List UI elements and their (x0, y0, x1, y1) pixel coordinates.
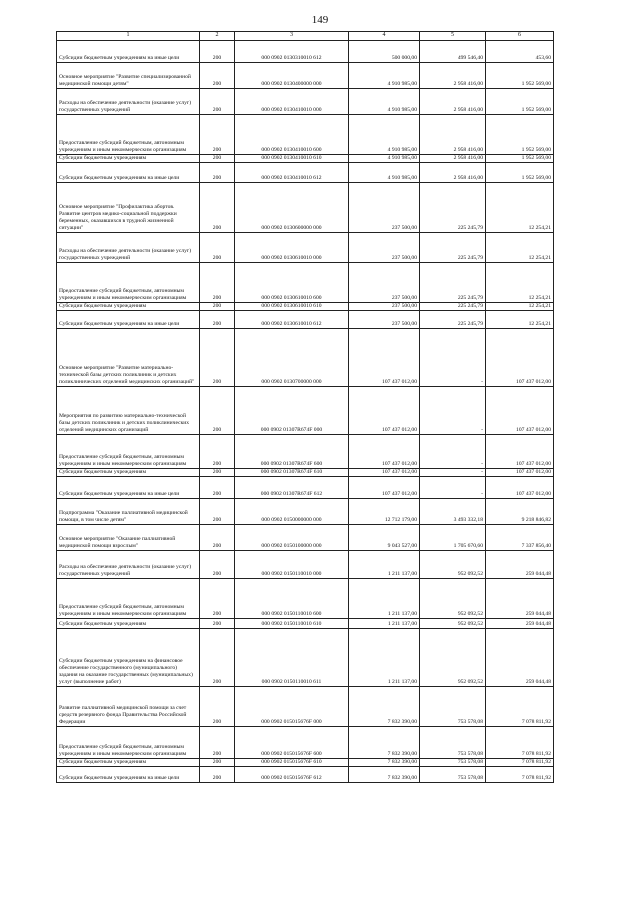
row-name-cell: Подпрограмма "Оказание паллиативной медицинской помощи, в том числе детям" (57, 499, 200, 525)
table-row (57, 263, 554, 303)
row-executed-cell: 2 958 416,00 (420, 63, 486, 89)
row-classification-cell: 000 0902 0130400000 000 (235, 63, 349, 89)
column-header: 1 (57, 32, 200, 41)
row-remainder-cell: 107 437 012,00 (486, 329, 554, 387)
page-number: 149 (311, 14, 329, 26)
row-classification-cell: 000 0902 015015676F 600 (235, 727, 349, 759)
row-approved-cell: 107 437 012,00 (349, 435, 420, 469)
row-approved-cell: 1 211 137,00 (349, 551, 420, 579)
table-row (57, 477, 554, 499)
row-approved-cell: 237 500,00 (349, 303, 420, 311)
row-name-cell: Субсидии бюджетным учреждениям на финансовое обеспечение государственного (муниципального) задания на оказание государственных (муниципальных) услуг (выполнение работ) (57, 629, 200, 687)
row-name-cell: Основное мероприятие "Развитие специализированной медицинской помощи детям" (57, 63, 200, 89)
row-remainder-cell: 107 437 012,00 (486, 435, 554, 469)
row-executed-cell: 753 578,08 (420, 687, 486, 727)
table-row (57, 183, 554, 233)
row-name-cell: Основное мероприятие "Оказание паллиативной медицинской помощи взрослым" (57, 525, 200, 551)
row-executed-cell: - (420, 435, 486, 469)
row-classification-cell: 000 0902 0130410010 612 (235, 163, 349, 183)
row-remainder-cell: 7 337 856,40 (486, 525, 554, 551)
row-remainder-cell: 12 254,21 (486, 183, 554, 233)
row-classification-cell: 000 0902 015015676F 000 (235, 687, 349, 727)
row-classification-cell: 000 0902 0150000000 000 (235, 499, 349, 525)
row-code-cell: 200 (200, 155, 235, 163)
row-executed-cell: - (420, 469, 486, 477)
column-header: 2 (200, 32, 235, 41)
row-remainder-cell: 12 254,21 (486, 303, 554, 311)
row-code-cell: 200 (200, 551, 235, 579)
row-executed-cell: 499 546,40 (420, 41, 486, 63)
row-code-cell: 200 (200, 233, 235, 263)
row-name-cell: Субсидии бюджетным учреждениям на иные цели (57, 41, 200, 63)
row-code-cell: 200 (200, 499, 235, 525)
row-classification-cell: 000 0902 01307R674F 612 (235, 477, 349, 499)
row-remainder-cell: 259 044,48 (486, 629, 554, 687)
row-name-cell: Субсидии бюджетным учреждениям на иные цели (57, 311, 200, 329)
row-approved-cell: 107 437 012,00 (349, 469, 420, 477)
row-classification-cell: 000 0902 0130410010 000 (235, 89, 349, 115)
row-name-cell: Субсидии бюджетным учреждениям (57, 303, 200, 311)
row-classification-cell: 000 0902 0150110010 600 (235, 579, 349, 619)
row-code-cell: 200 (200, 387, 235, 435)
row-executed-cell: 225 245,79 (420, 311, 486, 329)
row-classification-cell: 000 0902 0130310010 612 (235, 41, 349, 63)
row-approved-cell: 237 500,00 (349, 263, 420, 303)
row-approved-cell: 4 910 985,00 (349, 115, 420, 155)
row-executed-cell: 2 958 416,00 (420, 163, 486, 183)
row-classification-cell: 000 0902 0130610010 000 (235, 233, 349, 263)
row-code-cell: 200 (200, 477, 235, 499)
row-name-cell: Субсидии бюджетным учреждениям на иные цели (57, 477, 200, 499)
row-executed-cell: 225 245,79 (420, 233, 486, 263)
row-classification-cell: 000 0902 015015676F 612 (235, 767, 349, 783)
row-remainder-cell: 1 952 569,00 (486, 155, 554, 163)
row-classification-cell: 000 0902 0130610010 610 (235, 303, 349, 311)
row-executed-cell: 952 092,52 (420, 551, 486, 579)
row-approved-cell: 4 910 985,00 (349, 89, 420, 115)
row-name-cell: Основное мероприятие "Профилактика абортов. Развитие центров медико-социальной поддержки беременных, оказавшихся в трудной жизненной ситуации" (57, 183, 200, 233)
row-code-cell: 200 (200, 41, 235, 63)
row-classification-cell: 000 0902 0150110010 000 (235, 551, 349, 579)
table-row (57, 759, 554, 767)
row-approved-cell: 7 832 390,00 (349, 767, 420, 783)
table-row (57, 163, 554, 183)
row-approved-cell: 1 211 137,00 (349, 629, 420, 687)
row-remainder-cell: 259 044,48 (486, 579, 554, 619)
row-code-cell: 200 (200, 303, 235, 311)
header-row (57, 32, 554, 41)
row-name-cell: Субсидии бюджетным учреждениям (57, 469, 200, 477)
row-remainder-cell: 12 254,21 (486, 263, 554, 303)
row-code-cell: 200 (200, 629, 235, 687)
row-name-cell: Субсидии бюджетным учреждениям (57, 759, 200, 767)
row-approved-cell: 12 712 179,00 (349, 499, 420, 525)
table-row (57, 41, 554, 63)
table-row (57, 233, 554, 263)
row-approved-cell: 4 910 985,00 (349, 63, 420, 89)
row-classification-cell: 000 0902 0130610010 600 (235, 263, 349, 303)
table-row (57, 63, 554, 89)
row-remainder-cell: 9 218 846,82 (486, 499, 554, 525)
table-row (57, 579, 554, 619)
row-executed-cell: - (420, 477, 486, 499)
table-row (57, 303, 554, 311)
row-classification-cell: 000 0902 0130410010 600 (235, 115, 349, 155)
row-remainder-cell: 1 952 569,00 (486, 63, 554, 89)
table-row (57, 525, 554, 551)
row-classification-cell: 000 0902 0130700000 000 (235, 329, 349, 387)
row-classification-cell: 000 0902 01307R674F 610 (235, 469, 349, 477)
row-remainder-cell: 259 044,48 (486, 551, 554, 579)
row-executed-cell: 952 092,52 (420, 579, 486, 619)
row-executed-cell: - (420, 387, 486, 435)
column-header: 5 (420, 32, 486, 41)
row-classification-cell: 000 0902 01307R674F 000 (235, 387, 349, 435)
row-remainder-cell: 7 078 811,92 (486, 759, 554, 767)
row-code-cell: 200 (200, 727, 235, 759)
row-code-cell: 200 (200, 759, 235, 767)
row-name-cell: Субсидии бюджетным учреждениям (57, 155, 200, 163)
row-approved-cell: 237 500,00 (349, 311, 420, 329)
table-row (57, 687, 554, 727)
table-row (57, 329, 554, 387)
row-executed-cell: 753 578,08 (420, 727, 486, 759)
row-approved-cell: 107 437 012,00 (349, 329, 420, 387)
row-classification-cell: 000 0902 015015676F 610 (235, 759, 349, 767)
column-header: 3 (235, 32, 349, 41)
row-approved-cell: 4 910 985,00 (349, 163, 420, 183)
row-code-cell: 200 (200, 767, 235, 783)
row-code-cell: 200 (200, 687, 235, 727)
table-row (57, 499, 554, 525)
row-executed-cell: 225 245,79 (420, 303, 486, 311)
row-name-cell: Предоставление субсидий бюджетным, автономным учреждениям и иным некоммерческим организациям (57, 263, 200, 303)
row-name-cell: Предоставление субсидий бюджетным, автономным учреждениям и иным некоммерческим организациям (57, 435, 200, 469)
row-approved-cell: 107 437 012,00 (349, 477, 420, 499)
table-row (57, 767, 554, 783)
row-executed-cell: 952 092,52 (420, 619, 486, 629)
row-code-cell: 200 (200, 311, 235, 329)
row-approved-cell: 7 832 390,00 (349, 687, 420, 727)
row-name-cell: Предоставление субсидий бюджетным, автономным учреждениям и иным некоммерческим организациям (57, 727, 200, 759)
row-remainder-cell: 107 437 012,00 (486, 477, 554, 499)
row-code-cell: 200 (200, 525, 235, 551)
row-name-cell: Расходы на обеспечение деятельности (оказание услуг) государственных учреждений (57, 551, 200, 579)
column-header: 6 (486, 32, 554, 41)
row-executed-cell: - (420, 329, 486, 387)
row-approved-cell: 500 000,00 (349, 41, 420, 63)
row-classification-cell: 000 0902 01307R674F 600 (235, 435, 349, 469)
row-executed-cell: 1 705 670,60 (420, 525, 486, 551)
table-row (57, 551, 554, 579)
table-row (57, 469, 554, 477)
row-approved-cell: 237 500,00 (349, 233, 420, 263)
row-code-cell: 200 (200, 183, 235, 233)
row-approved-cell: 7 832 390,00 (349, 727, 420, 759)
table-row (57, 619, 554, 629)
row-name-cell: Субсидии бюджетным учреждениям (57, 619, 200, 629)
row-name-cell: Расходы на обеспечение деятельности (оказание услуг) государственных учреждений (57, 89, 200, 115)
row-code-cell: 200 (200, 619, 235, 629)
row-executed-cell: 225 245,79 (420, 263, 486, 303)
row-code-cell: 200 (200, 263, 235, 303)
row-executed-cell: 2 958 416,00 (420, 89, 486, 115)
row-code-cell: 200 (200, 329, 235, 387)
column-header: 4 (349, 32, 420, 41)
row-approved-cell: 1 211 137,00 (349, 579, 420, 619)
row-name-cell: Основное мероприятие "Развитие материально-технической базы детских поликлиник и детских поликлинических отделений медицинских организаций" (57, 329, 200, 387)
row-executed-cell: 3 493 332,18 (420, 499, 486, 525)
table-row (57, 311, 554, 329)
row-executed-cell: 952 092,52 (420, 629, 486, 687)
row-classification-cell: 000 0902 0150110010 611 (235, 629, 349, 687)
row-approved-cell: 7 832 390,00 (349, 759, 420, 767)
row-code-cell: 200 (200, 163, 235, 183)
row-remainder-cell: 1 952 569,00 (486, 115, 554, 155)
table-row (57, 155, 554, 163)
row-remainder-cell: 107 437 012,00 (486, 469, 554, 477)
row-remainder-cell: 107 437 012,00 (486, 387, 554, 435)
row-classification-cell: 000 0902 0150110010 610 (235, 619, 349, 629)
row-name-cell: Субсидии бюджетным учреждениям на иные цели (57, 767, 200, 783)
row-code-cell: 200 (200, 469, 235, 477)
row-remainder-cell: 7 078 811,92 (486, 727, 554, 759)
row-approved-cell: 1 211 137,00 (349, 619, 420, 629)
table-row (57, 629, 554, 687)
row-name-cell: Предоставление субсидий бюджетным, автономным учреждениям и иным некоммерческим организациям (57, 115, 200, 155)
row-code-cell: 200 (200, 579, 235, 619)
row-classification-cell: 000 0902 0130600000 000 (235, 183, 349, 233)
table-row (57, 89, 554, 115)
row-name-cell: Расходы на обеспечение деятельности (оказание услуг) государственных учреждений (57, 233, 200, 263)
row-approved-cell: 4 910 985,00 (349, 155, 420, 163)
row-remainder-cell: 12 254,21 (486, 311, 554, 329)
row-remainder-cell: 7 078 811,92 (486, 687, 554, 727)
row-approved-cell: 237 500,00 (349, 183, 420, 233)
table-row (57, 435, 554, 469)
row-classification-cell: 000 0902 0130410010 610 (235, 155, 349, 163)
row-name-cell: Мероприятия по развитию материально-технической базы детских поликлиник и детских поликлинических отделений медицинских организаций (57, 387, 200, 435)
row-classification-cell: 000 0902 0130610010 612 (235, 311, 349, 329)
table-row (57, 387, 554, 435)
row-executed-cell: 2 958 416,00 (420, 115, 486, 155)
row-code-cell: 200 (200, 435, 235, 469)
budget-table (56, 31, 554, 783)
table-row (57, 115, 554, 155)
row-remainder-cell: 1 952 569,00 (486, 163, 554, 183)
row-remainder-cell: 453,60 (486, 41, 554, 63)
row-approved-cell: 9 043 527,00 (349, 525, 420, 551)
row-remainder-cell: 12 254,21 (486, 233, 554, 263)
row-code-cell: 200 (200, 63, 235, 89)
row-executed-cell: 753 578,08 (420, 767, 486, 783)
row-code-cell: 200 (200, 115, 235, 155)
row-remainder-cell: 259 044,48 (486, 619, 554, 629)
row-name-cell: Развитие паллиативной медицинской помощи за счет средств резервного фонда Правительства Российской Федерации (57, 687, 200, 727)
row-executed-cell: 225 245,79 (420, 183, 486, 233)
row-name-cell: Предоставление субсидий бюджетным, автономным учреждениям и иным некоммерческим организациям (57, 579, 200, 619)
row-code-cell: 200 (200, 89, 235, 115)
row-executed-cell: 2 958 416,00 (420, 155, 486, 163)
table-row (57, 727, 554, 759)
row-executed-cell: 753 578,08 (420, 759, 486, 767)
row-remainder-cell: 7 078 811,92 (486, 767, 554, 783)
row-name-cell: Субсидии бюджетным учреждениям на иные цели (57, 163, 200, 183)
row-classification-cell: 000 0902 0150100000 000 (235, 525, 349, 551)
row-approved-cell: 107 437 012,00 (349, 387, 420, 435)
row-remainder-cell: 1 952 569,00 (486, 89, 554, 115)
